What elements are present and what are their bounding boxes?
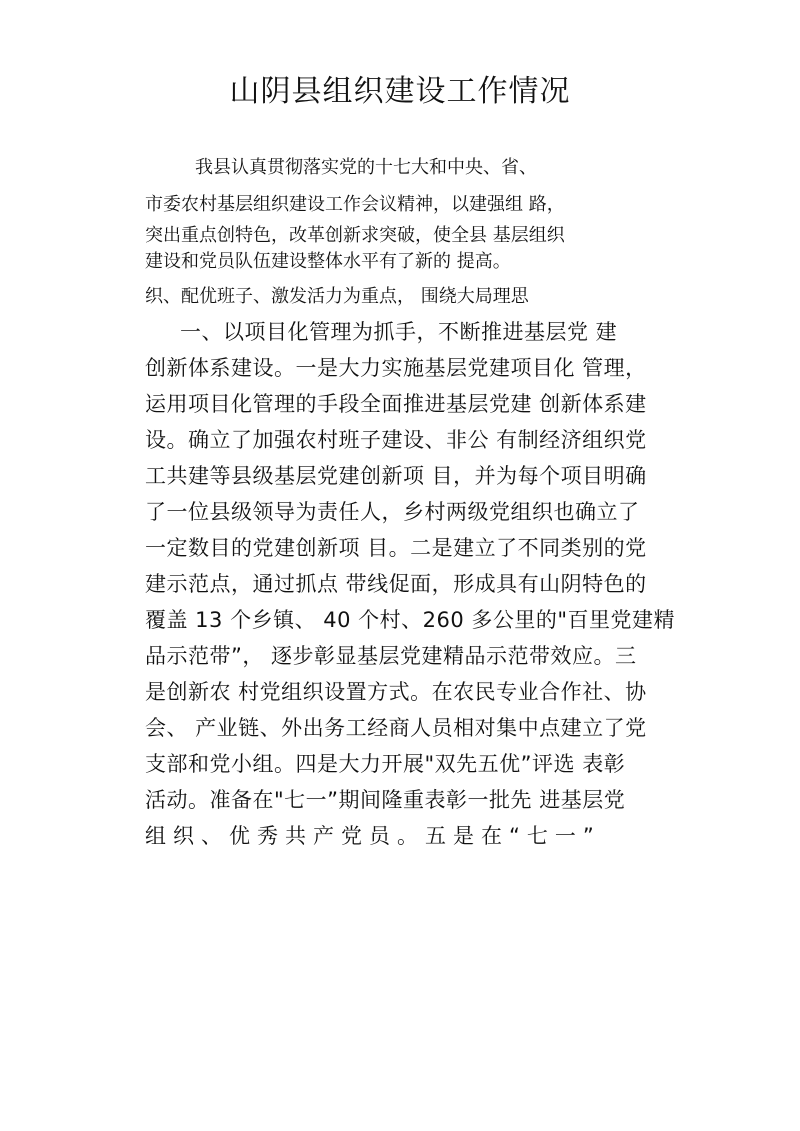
body-line-2: 创新体系建设。一是大力实施基层党建项目化 管理， (145, 356, 647, 380)
body-line-7: 一定数目的党建创新项 目。二是建立了不同类别的党 (145, 536, 647, 560)
body-line-13: 支部和党小组。四是大力开展"双先五优”评选 表彰 (145, 752, 626, 776)
body-line-4: 设。确立了加强农村班子建设、非公 有制经济组织党 (145, 428, 647, 452)
body-line-14: 活动。准备在"七一”期间隆重表彰一批先 进基层党 (145, 788, 626, 812)
body-line-1: 一、以项目化管理为抓手，不断推进基层党 建 (180, 320, 618, 344)
intro-line-3: 突出重点创特色，改革创新求突破，使全县 基层组织 (145, 225, 565, 246)
body-line-15: 组织、优秀共产党员。五是在“七一” (145, 824, 601, 848)
intro-line-1: 我县认真贯彻落实党的十七大和中央、省、 (195, 157, 537, 178)
body-line-6: 了一位县级领导为责任人，乡村两级党组织也确立了 (145, 500, 640, 524)
intro-line-5: 织、配优班子、激发活力为重点， 围绕大局理思 (145, 286, 529, 307)
intro-line-4: 建设和党员队伍建设整体水平有了新的 提高。 (145, 251, 511, 272)
document-title: 山阴县组织建设工作情况 (229, 74, 571, 109)
body-line-9: 覆盖 13 个乡镇、 40 个村、260 多公里的"百里党建精 (145, 608, 676, 632)
body-line-11: 是创新农 村党组织设置方式。在农民专业合作社、协 (145, 680, 647, 704)
body-line-10: 品示范带”， 逐步彰显基层党建精品示范带效应。三 (145, 644, 637, 668)
intro-line-2: 市委农村基层组织建设工作会议精神，以建强组 路， (145, 194, 565, 215)
body-line-5: 工共建等县级基层党建创新项 目，并为每个项目明确 (145, 464, 647, 488)
body-line-3: 运用项目化管理的手段全面推进基层党建 创新体系建 (145, 392, 647, 416)
body-line-8: 建示范点，通过抓点 带线促面，形成具有山阴特色的 (145, 572, 647, 596)
body-line-12: 会、 产业链、外出务工经商人员相对集中点建立了党 (145, 716, 647, 740)
